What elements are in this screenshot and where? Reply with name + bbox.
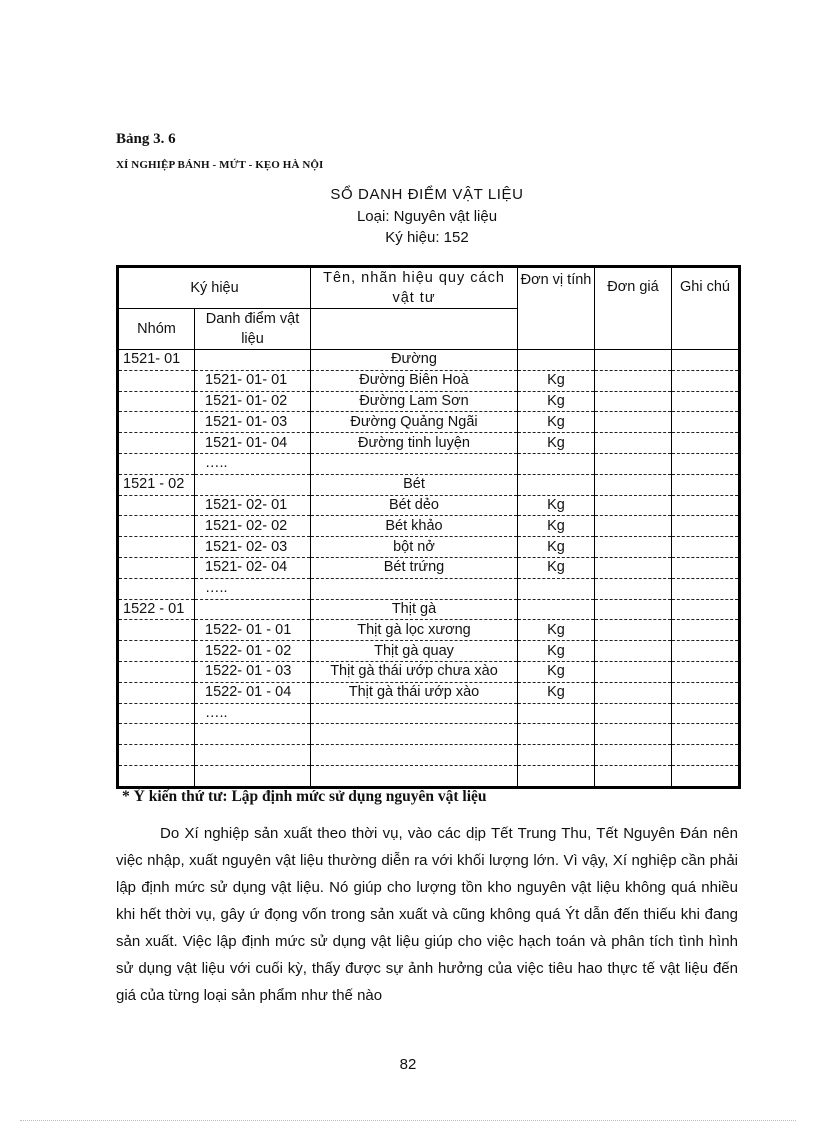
group-cell <box>118 495 195 516</box>
price-cell <box>595 495 672 516</box>
name-cell <box>311 703 518 724</box>
unit-cell <box>518 724 595 745</box>
note-cell <box>672 537 740 558</box>
price-cell <box>595 661 672 682</box>
name-cell: Thịt gà quay <box>311 641 518 662</box>
group-cell <box>118 703 195 724</box>
group-cell <box>118 557 195 578</box>
note-cell <box>672 391 740 412</box>
header-group: Nhóm <box>118 309 195 350</box>
code-cell: 1522- 01 - 04 <box>195 682 311 703</box>
note-cell <box>672 641 740 662</box>
name-cell: Bét khảo <box>311 516 518 537</box>
name-cell: Bét dẻo <box>311 495 518 516</box>
price-cell <box>595 641 672 662</box>
unit-cell <box>518 453 595 474</box>
table-row <box>118 391 740 412</box>
table-row <box>118 474 740 495</box>
page-number: 82 <box>399 1056 417 1073</box>
name-cell: Đường tinh luyện <box>311 433 518 454</box>
header-name-blank <box>311 309 518 350</box>
unit-cell <box>518 745 595 766</box>
unit-cell <box>518 599 595 620</box>
code-cell: 1521- 01- 04 <box>195 433 311 454</box>
group-cell <box>118 412 195 433</box>
paragraph-text: Do Xí nghiệp sản xuất theo thời vụ, vào các dịp Tết Trung Thu, Tết Nguyên Đán nên việc nhập, xuất nguyên vật liệu thường diễn ra với khối lượng lớn. Vì vậy, Xí nghiệp cần phải lập định mức sử dụng vật liệu. Nó giúp cho lượng tồn kho nguyên vật liệu không quá nhiều khi hết thời vụ, gây ứ đọng vốn trong sản xuất và cũng không quá Ýt dẫn đến thiếu khi đang sản xuất. Việc lập định mức sử dụng vật liệu giúp cho việc hạch toán và phân tích tình hình sử dụng vật liệu với cuối kỳ, thấy được sự ảnh hưởng của việc tiêu hao thực tế vật liệu đến giá của từng loại sản phẩm như thế nào <box>116 825 738 1004</box>
note-cell <box>672 620 740 641</box>
price-cell <box>595 703 672 724</box>
group-cell: 1521- 01 <box>118 350 195 371</box>
name-cell: Bét <box>311 474 518 495</box>
table-row <box>118 620 740 641</box>
table-row <box>118 641 740 662</box>
table-row <box>118 765 740 787</box>
price-cell <box>595 516 672 537</box>
price-cell <box>595 599 672 620</box>
note-cell <box>672 557 740 578</box>
body-paragraph <box>116 820 738 1009</box>
code-cell <box>195 765 311 787</box>
code-cell <box>195 474 311 495</box>
name-cell: Thịt gà thái ướp xào <box>311 682 518 703</box>
code-cell <box>195 350 311 371</box>
note-cell <box>672 516 740 537</box>
group-cell <box>118 453 195 474</box>
group-cell: 1521 - 02 <box>118 474 195 495</box>
group-cell <box>118 641 195 662</box>
table-label: Bảng 3. 6 <box>116 131 176 147</box>
unit-cell: Kg <box>518 537 595 558</box>
table-row <box>118 578 740 599</box>
group-cell <box>118 661 195 682</box>
unit-cell: Kg <box>518 370 595 391</box>
unit-cell: Kg <box>518 412 595 433</box>
price-cell <box>595 745 672 766</box>
code-cell: 1522- 01 - 02 <box>195 641 311 662</box>
code-cell: 1521- 02- 01 <box>195 495 311 516</box>
code-cell <box>195 599 311 620</box>
header-unit: Đơn vị tính <box>518 267 595 350</box>
unit-cell: Kg <box>518 682 595 703</box>
note-cell <box>672 370 740 391</box>
price-cell <box>595 620 672 641</box>
table-row <box>118 557 740 578</box>
price-cell <box>595 474 672 495</box>
name-cell <box>311 453 518 474</box>
note-cell <box>672 599 740 620</box>
code-cell: 1521- 02- 03 <box>195 537 311 558</box>
group-cell <box>118 391 195 412</box>
group-cell <box>118 433 195 454</box>
price-cell <box>595 412 672 433</box>
note-cell <box>672 682 740 703</box>
table-row <box>118 433 740 454</box>
table-row <box>118 661 740 682</box>
unit-cell: Kg <box>518 661 595 682</box>
name-cell: Đường Quảng Ngãi <box>311 412 518 433</box>
unit-cell <box>518 578 595 599</box>
group-cell <box>118 537 195 558</box>
table-row <box>118 453 740 474</box>
section-heading: * Ý kiến thứ tư: Lập định mức sử dụng nguyên vật liệu <box>122 788 487 805</box>
table-row <box>118 350 740 371</box>
name-cell: Thịt gà thái ướp chưa xào <box>311 661 518 682</box>
unit-cell <box>518 765 595 787</box>
header-name: Tên, nhãn hiệu quy cách vật tư <box>311 267 518 309</box>
code-cell: 1521- 02- 04 <box>195 557 311 578</box>
unit-cell: Kg <box>518 620 595 641</box>
price-cell <box>595 578 672 599</box>
note-cell <box>672 765 740 787</box>
name-cell <box>311 765 518 787</box>
code-cell: ….. <box>195 578 311 599</box>
group-cell <box>118 620 195 641</box>
name-cell: Đường Lam Sơn <box>311 391 518 412</box>
table-row <box>118 495 740 516</box>
account-symbol: Ký hiệu: 152 <box>385 229 469 246</box>
table-row <box>118 745 740 766</box>
name-cell <box>311 578 518 599</box>
unit-cell: Kg <box>518 516 595 537</box>
name-cell <box>311 745 518 766</box>
note-cell <box>672 412 740 433</box>
name-cell: Bét trứng <box>311 557 518 578</box>
unit-cell: Kg <box>518 641 595 662</box>
note-cell <box>672 724 740 745</box>
table-row <box>118 537 740 558</box>
code-cell <box>195 724 311 745</box>
note-cell <box>672 661 740 682</box>
note-cell <box>672 578 740 599</box>
code-cell: 1521- 01- 03 <box>195 412 311 433</box>
group-cell <box>118 745 195 766</box>
table-row <box>118 412 740 433</box>
group-cell: 1522 - 01 <box>118 599 195 620</box>
price-cell <box>595 433 672 454</box>
name-cell: Thịt gà lọc xương <box>311 620 518 641</box>
code-cell: 1522- 01 - 03 <box>195 661 311 682</box>
unit-cell: Kg <box>518 495 595 516</box>
note-cell <box>672 745 740 766</box>
header-price: Đơn giá <box>595 267 672 350</box>
price-cell <box>595 765 672 787</box>
group-cell <box>118 578 195 599</box>
material-type: Loại: Nguyên vật liệu <box>356 208 498 225</box>
name-cell <box>311 724 518 745</box>
name-cell: Thịt gà <box>311 599 518 620</box>
unit-cell <box>518 703 595 724</box>
unit-cell <box>518 474 595 495</box>
table-row <box>118 599 740 620</box>
group-cell <box>118 370 195 391</box>
price-cell <box>595 724 672 745</box>
code-cell: ….. <box>195 703 311 724</box>
group-cell <box>118 724 195 745</box>
code-cell: 1521- 01- 01 <box>195 370 311 391</box>
group-cell <box>118 516 195 537</box>
name-cell: Đường <box>311 350 518 371</box>
material-ledger-table <box>116 265 741 789</box>
company-name: XÍ NGHIỆP BÁNH - MỨT - KẸO HÀ NỘI <box>116 159 324 171</box>
name-cell: bột nở <box>311 537 518 558</box>
unit-cell <box>518 350 595 371</box>
price-cell <box>595 682 672 703</box>
price-cell <box>595 370 672 391</box>
price-cell <box>595 453 672 474</box>
price-cell <box>595 557 672 578</box>
table-row <box>118 724 740 745</box>
code-cell: 1521- 02- 02 <box>195 516 311 537</box>
group-cell <box>118 682 195 703</box>
unit-cell: Kg <box>518 433 595 454</box>
code-cell <box>195 745 311 766</box>
note-cell <box>672 495 740 516</box>
unit-cell: Kg <box>518 391 595 412</box>
table-row <box>118 516 740 537</box>
note-cell <box>672 453 740 474</box>
table-row <box>118 703 740 724</box>
code-cell: 1521- 01- 02 <box>195 391 311 412</box>
header-note: Ghi chú <box>672 267 740 350</box>
header-code: Danh điểm vật liệu <box>195 309 311 350</box>
note-cell <box>672 350 740 371</box>
group-cell <box>118 765 195 787</box>
price-cell <box>595 350 672 371</box>
header-symbol: Ký hiệu <box>118 267 311 309</box>
page-border <box>20 1120 796 1121</box>
unit-cell: Kg <box>518 557 595 578</box>
name-cell: Đường Biên Hoà <box>311 370 518 391</box>
table-row <box>118 370 740 391</box>
table-row <box>118 682 740 703</box>
note-cell <box>672 474 740 495</box>
code-cell: 1522- 01 - 01 <box>195 620 311 641</box>
price-cell <box>595 537 672 558</box>
document-title: SỔ DANH ĐIỂM VẬT LIỆU <box>330 186 524 203</box>
note-cell <box>672 703 740 724</box>
note-cell <box>672 433 740 454</box>
code-cell: ….. <box>195 453 311 474</box>
price-cell <box>595 391 672 412</box>
